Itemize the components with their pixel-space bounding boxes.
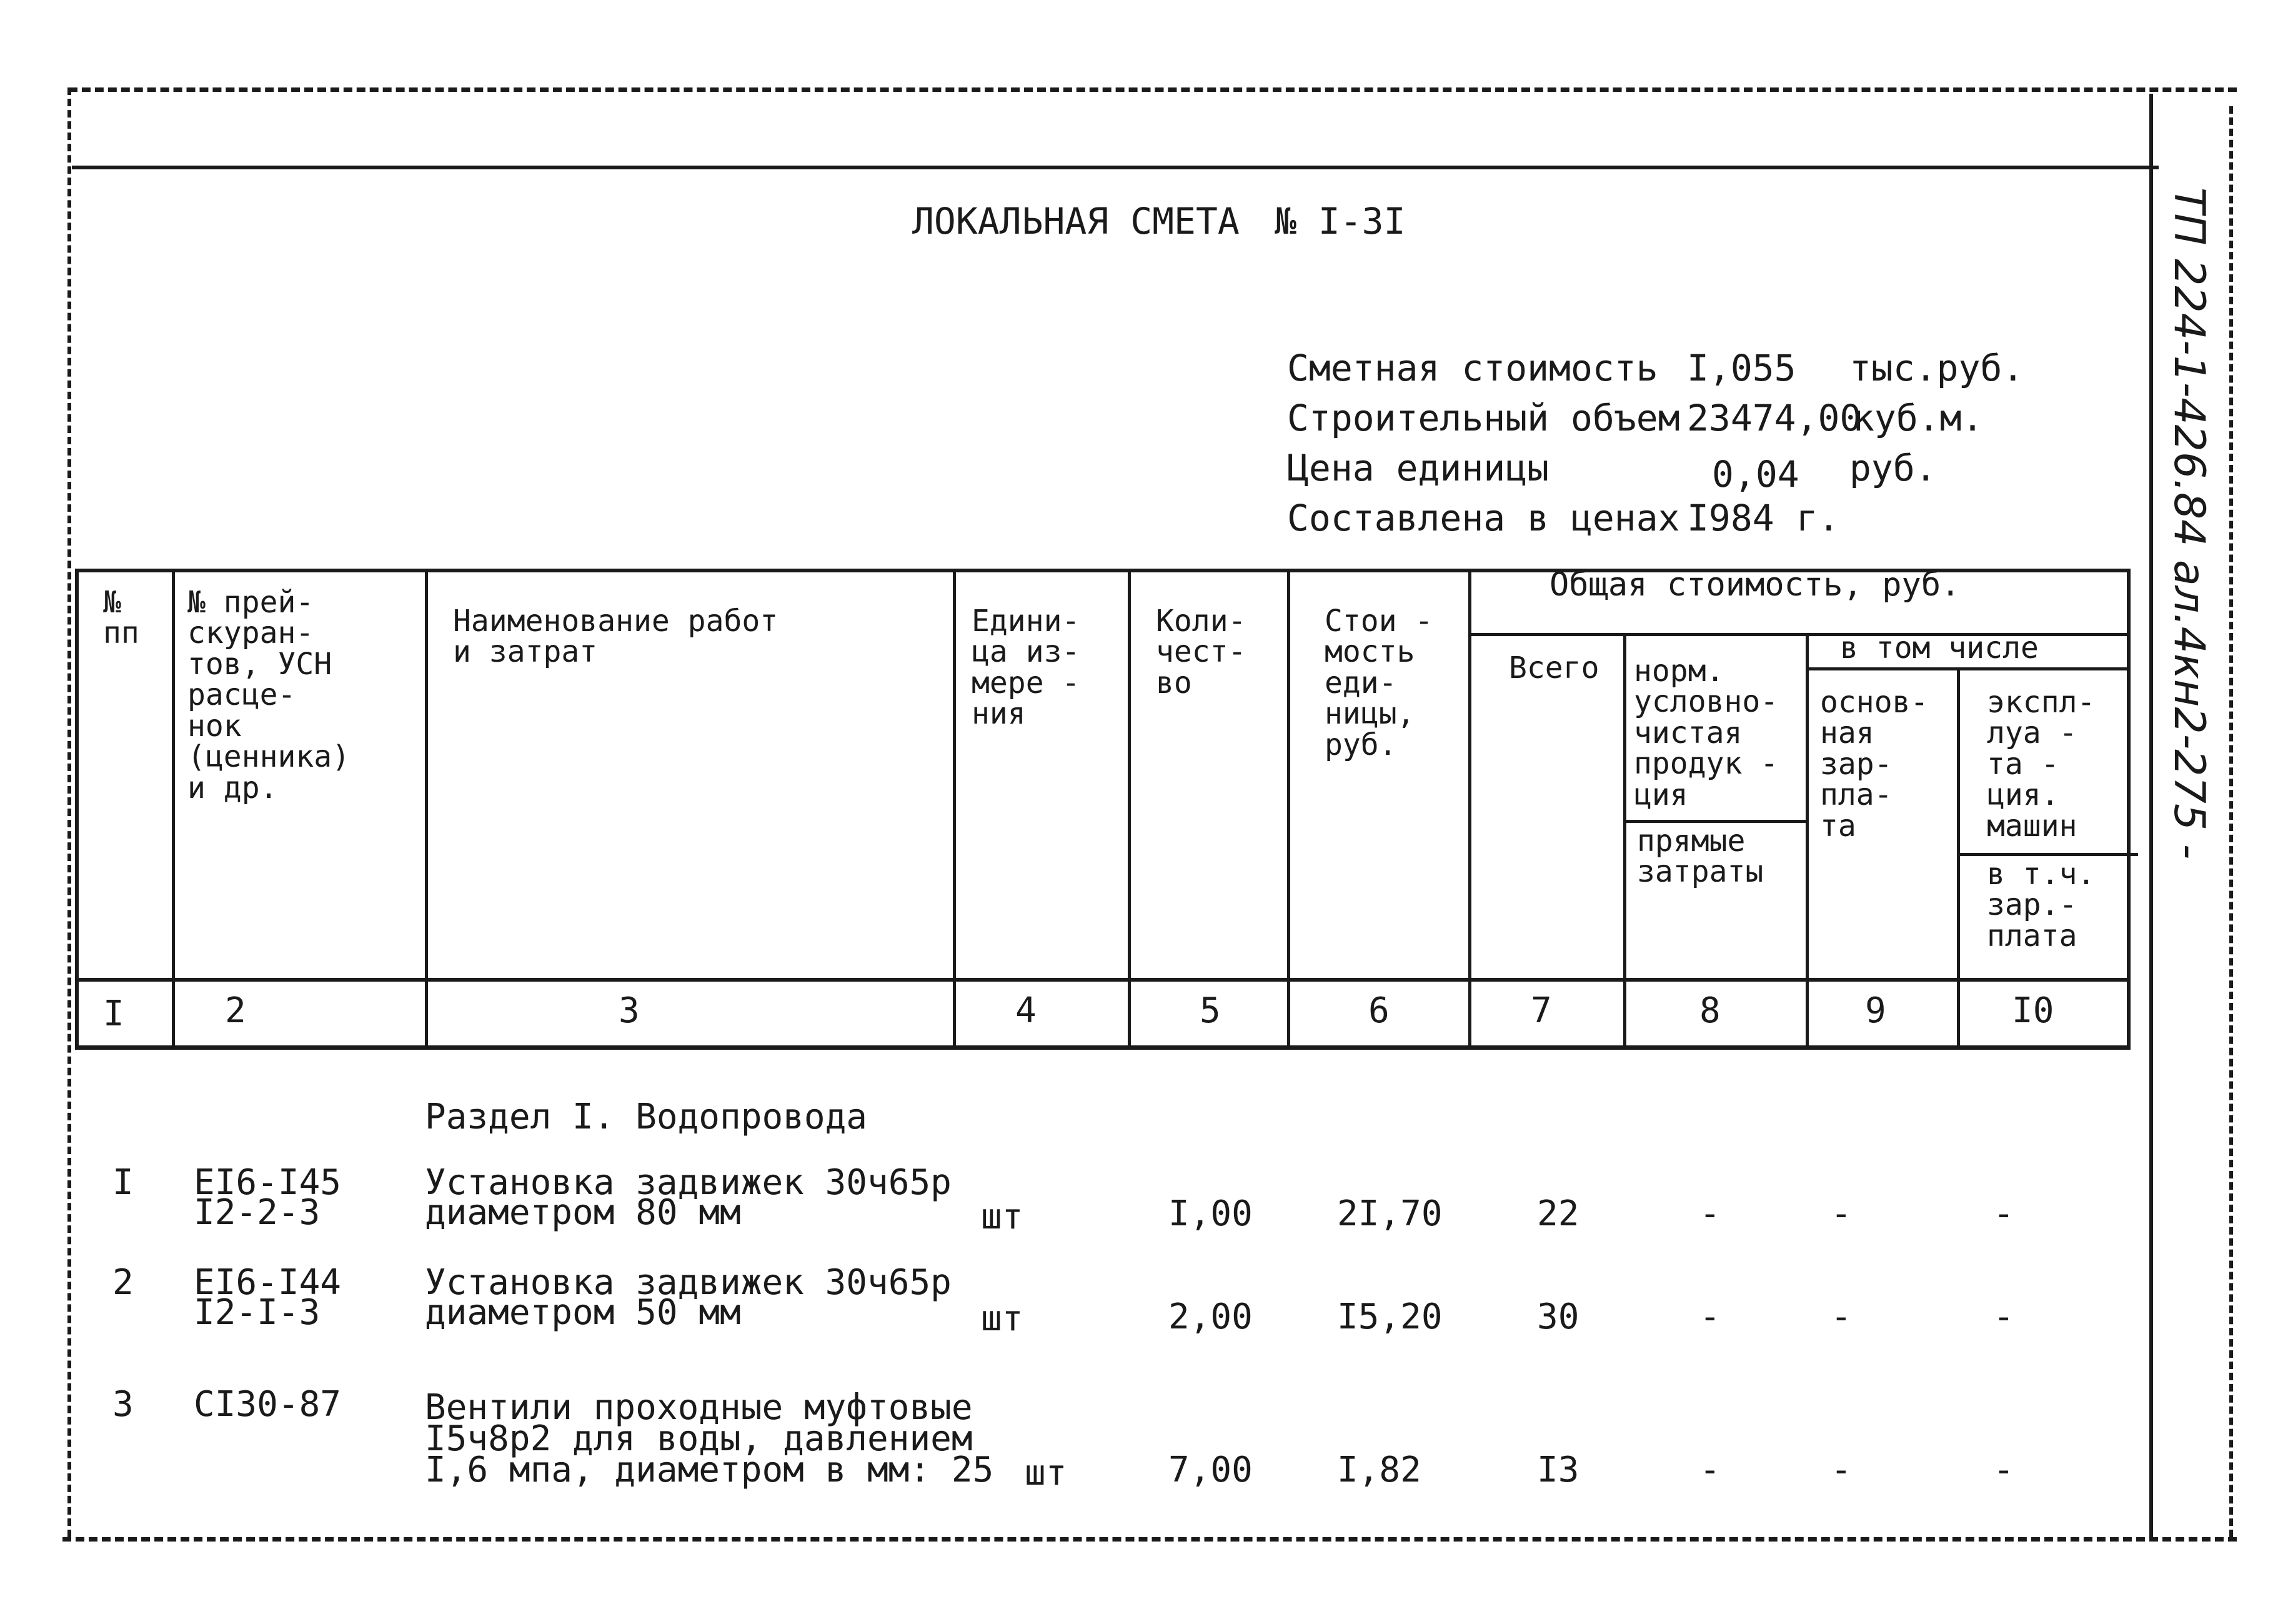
summary-value: 23474,00: [1687, 397, 1862, 439]
column-number: I: [103, 994, 124, 1034]
summary-label: Сметная стоимость: [1287, 347, 1658, 389]
row-qty: I,00: [1168, 1193, 1253, 1234]
row-price: I,82: [1337, 1450, 1421, 1490]
header-group-total-cost: Общая стоимость, руб.: [1549, 566, 1961, 604]
row-number: I: [112, 1162, 134, 1203]
column-number: 5: [1200, 990, 1221, 1031]
row-col9: -: [1831, 1297, 1852, 1337]
row-col8: -: [1699, 1297, 1721, 1337]
row-qty: 7,00: [1168, 1450, 1253, 1490]
summary-unit: руб.: [1849, 447, 1937, 489]
column-number: 3: [619, 990, 640, 1031]
header-col-machine-operation: экспл- луа - та - ция. машин: [1987, 685, 2096, 844]
summary-label: Строительный объем: [1287, 397, 1680, 439]
row-name: Установка задвижек 30ч65р: [425, 1262, 952, 1303]
row-price: 2I,70: [1337, 1193, 1443, 1234]
row-col8: -: [1699, 1450, 1721, 1490]
header-col-name: Наименование работ и затрат: [453, 604, 778, 670]
row-total: 30: [1537, 1297, 1579, 1337]
summary-label: Цена единицы: [1287, 447, 1549, 489]
row-total: 22: [1537, 1193, 1579, 1234]
header-col-number: № пп: [103, 585, 139, 651]
header-col-net-product: норм. условно- чистая продук - ция: [1634, 654, 1779, 812]
row-name: Вентили проходные муфтовые: [425, 1387, 973, 1428]
document-title: ЛОКАЛЬНАЯ СМЕТА: [912, 200, 1240, 242]
summary-value: 0,04: [1712, 453, 1799, 496]
row-unit: шт: [981, 1298, 1023, 1339]
row-code: CI30-87: [194, 1384, 342, 1425]
row-unit: шт: [981, 1197, 1023, 1237]
row-code: EI6-I44: [194, 1262, 342, 1303]
row-code: I2-2-3: [194, 1192, 321, 1233]
summary-value: I,055: [1687, 347, 1796, 389]
summary-unit: куб.м.: [1853, 397, 1984, 439]
row-code: EI6-I45: [194, 1162, 342, 1203]
column-number: 8: [1699, 990, 1721, 1031]
row-name: I,6 мпа, диаметром в мм: 25: [425, 1450, 994, 1490]
section-title: Раздел I. Водопровода: [425, 1097, 868, 1137]
header-group-including: в том числе: [1840, 630, 2039, 665]
summary-value: I984 г.: [1687, 497, 1840, 539]
row-qty: 2,00: [1168, 1297, 1253, 1337]
table-row: [0, 1162, 2149, 1247]
row-col10: -: [1993, 1297, 2014, 1337]
row-col9: -: [1831, 1450, 1852, 1490]
row-code: I2-I-3: [194, 1292, 321, 1333]
header-col-pricelist: № прей- скуран- тов, УСН расце- нок (ценника) и др.: [187, 585, 351, 805]
row-name: диаметром 50 мм: [425, 1292, 741, 1333]
header-col-unit-price: Стои - мость еди- ницы, руб.: [1325, 604, 1433, 762]
frame-bottom-dashed: [62, 1537, 2237, 1542]
column-number: 7: [1531, 990, 1552, 1031]
column-number: 2: [225, 990, 246, 1031]
row-unit: шт: [1025, 1453, 1067, 1493]
row-number: 2: [112, 1262, 134, 1303]
column-number: I0: [2012, 990, 2054, 1031]
summary-label: Составлена в ценах: [1287, 497, 1680, 539]
header-col-machine-salary: в т.ч. зар.- плата: [1987, 857, 2096, 954]
row-name: Установка задвижек 30ч65р: [425, 1162, 952, 1203]
column-number: 6: [1368, 990, 1390, 1031]
header-col-unit: Едини- ца из- мере - ния: [972, 604, 1080, 732]
row-price: I5,20: [1337, 1297, 1443, 1337]
row-number: 3: [112, 1384, 134, 1425]
row-total: I3: [1537, 1450, 1579, 1490]
header-col-quantity: Коли- чест- во: [1156, 604, 1246, 700]
table-row: [0, 1384, 2149, 1512]
document-number: № I-3I: [1275, 200, 1406, 242]
row-name: I5ч8р2 для воды, давлением: [425, 1418, 973, 1459]
column-number: 9: [1865, 990, 1886, 1031]
column-number: 4: [1015, 990, 1037, 1031]
row-col8: -: [1699, 1193, 1721, 1234]
side-stamp: ТП 224-1-426.84 ал.4кн2-275 -: [2164, 187, 2214, 860]
row-col10: -: [1993, 1193, 2014, 1234]
summary-unit: тыс.руб.: [1849, 347, 2024, 389]
row-col9: -: [1831, 1193, 1852, 1234]
row-col10: -: [1993, 1450, 2014, 1490]
header-col-total: Всего: [1509, 650, 1599, 685]
header-col-direct-costs: прямые затраты: [1637, 824, 1764, 890]
header-col-base-salary: основ- ная зар- пла- та: [1820, 685, 1929, 844]
table-row: [0, 1262, 2149, 1347]
row-name: диаметром 80 мм: [425, 1192, 741, 1233]
